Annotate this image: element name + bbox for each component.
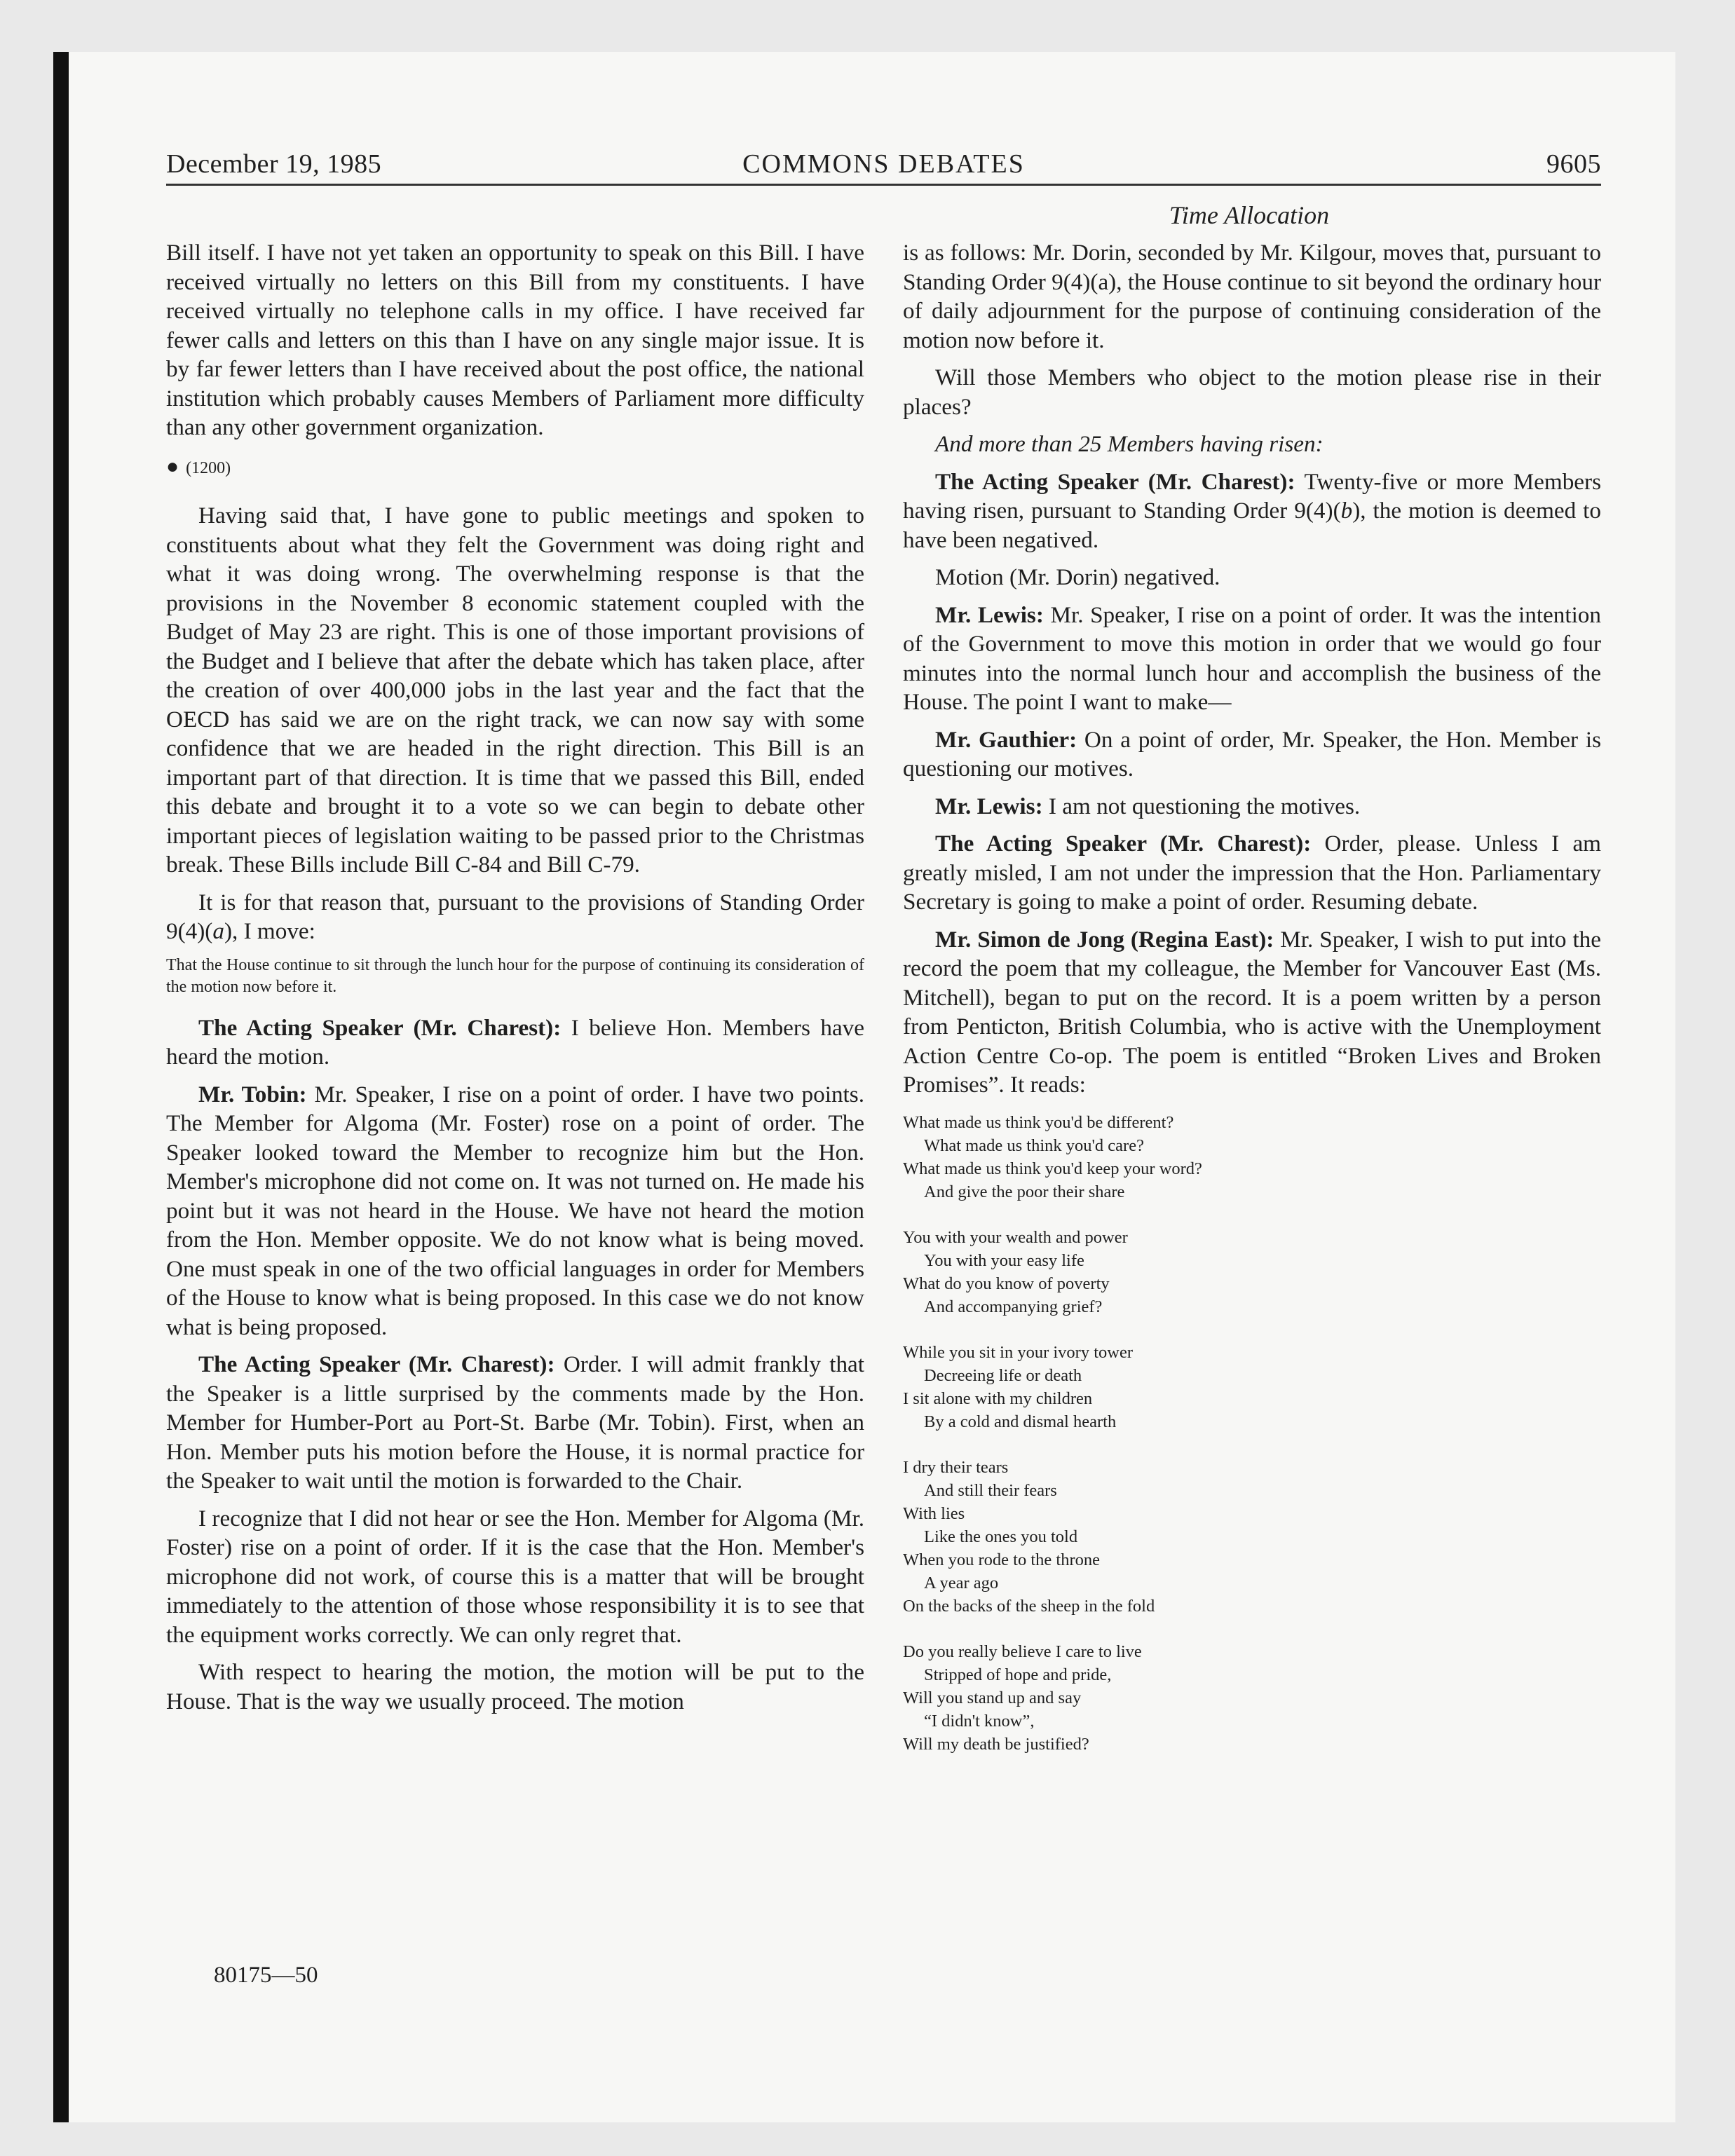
poem-stanza [903, 1456, 1601, 1618]
speech [903, 829, 1601, 917]
speech-text: Order. I will admit frankly that the Speaker is a little surprised by the comments made by the Hon. Member for Humber-Port au Port-St. Barbe (Mr. Tobin). First, when an Hon. Member puts his motion before the House, it is normal practice for the Speaker to wait until the motion is forwarded to the Chair. [166, 1351, 864, 1494]
speaker-name: Mr. Gauthier: [935, 726, 1077, 753]
italic-run: a [212, 918, 224, 944]
speaker-name: The Acting Speaker (Mr. Charest): [198, 1014, 562, 1041]
poem-line: I sit alone with my children [903, 1389, 1093, 1408]
speech-text: Mr. Speaker, I wish to put into the record the poem that my colleague, the Member for Vancouver East (Ms. Mitchell), began to put on the record. It is a poem written by a person from Penticton, British Columbia, who is active with the Unemployment Action Centre Co-op. The poem is entitled “Broken Lives and Broken Promises”. It reads: [903, 926, 1601, 1098]
paragraph [166, 888, 864, 946]
speaker-name: The Acting Speaker (Mr. Charest): [935, 831, 1312, 857]
speaker-name: Mr. Simon de Jong (Regina East): [935, 926, 1274, 953]
poem-line: A year ago [924, 1573, 999, 1592]
header-publication: COMMONS DEBATES [742, 149, 1025, 179]
poem-line: Stripped of hope and pride, [924, 1665, 1112, 1684]
speech-text: Order, please. Unless I am greatly misled, I am not under the impression that the Hon. Parliamentary Secretary is going to make a point of order. Resuming debate. [903, 831, 1601, 915]
paragraph: Motion (Mr. Dorin) negatived. [935, 564, 1220, 590]
stage-direction: And more than 25 Members having risen: [935, 431, 1324, 457]
speech-text: Twenty-five or more Members having risen, pursuant to Standing Order 9(4)( [903, 468, 1601, 524]
poem-line: And still their fears [924, 1480, 1057, 1500]
text-run: It is for that reason that, pursuant to the provisions of Standing Order 9(4)( [166, 889, 864, 944]
poem-line: What made us think you'd care? [924, 1135, 1144, 1155]
speaker-name: Mr. Tobin: [198, 1081, 307, 1107]
poem-line: And accompanying grief? [924, 1297, 1103, 1316]
poem-line: What made us think you'd keep your word? [903, 1159, 1202, 1178]
paragraph: Will those Members who object to the motion please rise in their places? [903, 364, 1601, 420]
poem-line: You with your easy life [924, 1250, 1084, 1270]
left-column [166, 238, 864, 1724]
poem-line: I dry their tears [903, 1457, 1009, 1477]
poem-line: Will my death be justified? [903, 1734, 1089, 1754]
paragraph: Bill itself. I have not yet taken an opportunity to speak on this Bill. I have received virtually no letters on this Bill from my constituents. I have received virtually no telephone calls in my office. I have received far fewer calls and letters on this than I have on any single major issue. It is by far fewer letters than I have received about the post office, the national institution which probably causes Members of Parliament more difficulty than any other government organization. [166, 240, 864, 440]
speech [166, 1080, 864, 1342]
poem-line: While you sit in your ivory tower [903, 1342, 1133, 1362]
text-run: ), I move: [224, 918, 315, 944]
paragraph: Having said that, I have gone to public meetings and spoken to constituents about what they felt the Government was doing right and what it was doing wrong. The overwhelming response is that the provisions in the November 8 economic statement coupled with the Budget of May 23 are right. This is one of those important provisions of the Budget and I believe that after the debate which has taken place, after the creation of over 400,000 jobs in the last year and the fact that the OECD has said we are on the right track, we can now say with some confidence that we are headed in the right direction. This Bill is an important part of that direction. It is time that we passed this Bill, ended this debate and brought it to a vote so we can begin to debate other important pieces of legislation waiting to be passed prior to the Christmas break. These Bills include Bill C-84 and Bill C-79. [166, 503, 864, 878]
speech-text: I am not questioning the motives. [1042, 793, 1361, 819]
poem-line: Will you stand up and say [903, 1688, 1082, 1707]
motion-quote: That the House continue to sit through the lunch hour for the purpose of continuing its consideration of the motion now before it. [166, 955, 864, 996]
paragraph: I recognize that I did not hear or see the Hon. Member for Algoma (Mr. Foster) rise on a point of order. If it is the case that the Hon. Member's microphone did not work, of course this is a matter that will be brought immediately to the attention of those whose responsibility it is to see that the equipment works correctly. We can only regret that. [166, 1505, 864, 1648]
speech [166, 1350, 864, 1496]
poem-stanza [903, 1341, 1601, 1433]
right-column [903, 238, 1601, 1778]
poem-stanza [903, 1226, 1601, 1318]
italic-run: b [1340, 498, 1353, 524]
paragraph: is as follows: Mr. Dorin, seconded by Mr. Kilgour, moves that, pursuant to Standing Order 9(4)(a), the House continue to sit beyond the ordinary hour of daily adjournment for the purpose of continuing consideration of the motion now before it. [903, 240, 1601, 353]
speech [166, 1014, 864, 1072]
speaker-name: The Acting Speaker (Mr. Charest): [198, 1351, 555, 1377]
time-marker [166, 452, 864, 484]
speech [903, 468, 1601, 555]
page-header [166, 146, 1601, 186]
poem-line: Do you really believe I care to live [903, 1642, 1142, 1661]
poem-line: “I didn't know”, [924, 1711, 1035, 1731]
poem-stanza [903, 1640, 1601, 1756]
poem-line: What made us think you'd be different? [903, 1112, 1174, 1132]
time-marker-text: (1200) [186, 458, 231, 477]
speech [903, 725, 1601, 784]
speech [903, 601, 1601, 717]
speech-text: I believe Hon. Members have heard the motion. [166, 1014, 864, 1070]
poem-line: On the backs of the sheep in the fold [903, 1596, 1155, 1616]
speaker-name: The Acting Speaker (Mr. Charest): [935, 468, 1295, 495]
folio-number: 80175—50 [214, 1963, 318, 1988]
speaker-name: Mr. Lewis: [935, 793, 1043, 819]
speech-text: ), the motion is deemed to have been negatived. [903, 498, 1601, 553]
poem-stanza [903, 1111, 1601, 1203]
speech-text: Mr. Speaker, I rise on a point of order. I have two points. The Member for Algoma (Mr. Foster) rose on a point of order. The Speaker looked toward the Member to recognize him but the Hon. Member's microphone did not come on. It was not turned on. He made his point but it was not heard in the House. We have not heard the motion from the Hon. Member opposite. We do not know what is being moved. One must speak in one of the two official languages in order for Members of the House to know what is being proposed. In this case we do not know what is being proposed. [166, 1081, 864, 1340]
poem-line: With lies [903, 1503, 965, 1523]
bullet-icon: ● [166, 454, 179, 478]
speech-text: On a point of order, Mr. Speaker, the Hon. Member is questioning our motives. [903, 726, 1601, 782]
poem-line: You with your wealth and power [903, 1227, 1128, 1247]
speech-text: Mr. Speaker, I rise on a point of order. It was the intention of the Government to move this motion in order that we would go four minutes into the normal lunch hour and accomplish the business of the House. The point I want to make— [903, 601, 1601, 715]
speech [903, 792, 1601, 821]
header-page-number: 9605 [1546, 149, 1601, 179]
poem-line: And give the poor their share [924, 1182, 1125, 1201]
running-head: Time Allocation [1169, 201, 1330, 229]
poem-line: Decreeing life or death [924, 1365, 1082, 1385]
speaker-name: Mr. Lewis: [935, 601, 1044, 628]
poem-line: By a cold and dismal hearth [924, 1412, 1117, 1431]
poem-line: What do you know of poverty [903, 1274, 1110, 1293]
poem [903, 1111, 1601, 1756]
poem-line: When you rode to the throne [903, 1550, 1100, 1569]
speech [903, 925, 1601, 1100]
poem-line: Like the ones you told [924, 1527, 1078, 1546]
paragraph: With respect to hearing the motion, the motion will be put to the House. That is the way we usually proceed. The motion [166, 1659, 864, 1714]
header-date: December 19, 1985 [166, 149, 382, 179]
